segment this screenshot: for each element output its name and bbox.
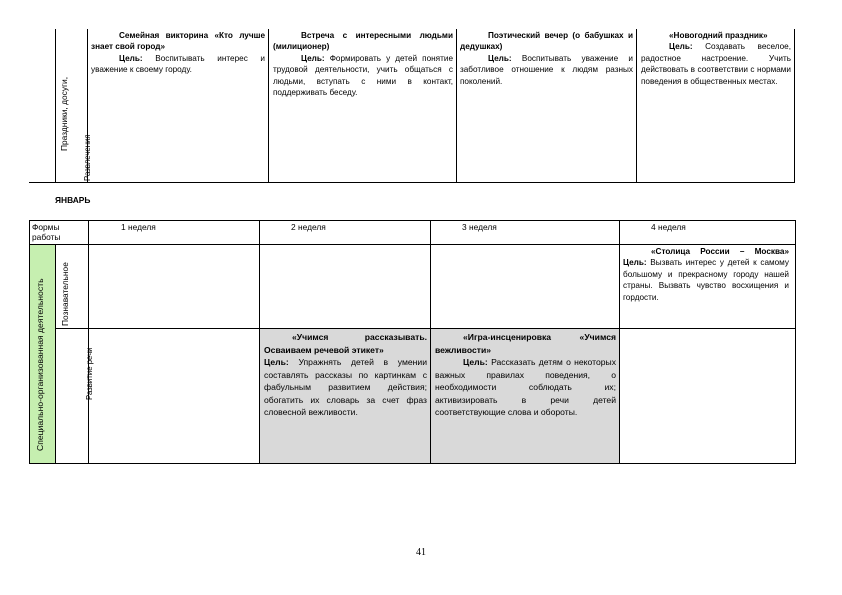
week-3-label: 3 неделя [462, 222, 497, 232]
row2-week-1 [88, 328, 260, 464]
top-cell-4-title: «Новогодний праздник» [669, 31, 768, 40]
top-cell-4-goal-label: Цель: [669, 42, 693, 52]
header-week-4 [619, 220, 796, 245]
row2-week-3-title: «Игра-инсценировка «Учимся вежливости» [435, 332, 616, 355]
top-table-label-outer [29, 29, 56, 183]
header-week-2 [259, 220, 431, 245]
row1-week-4-goal-label: Цель: [623, 258, 647, 268]
top-cell-3-title: Поэтический вечер (о бабушках и дедушках) [460, 31, 633, 52]
top-cell-2-title: Встреча с интересными людьми (милиционер) [273, 31, 453, 52]
row2-week-2-title: «Учимся рассказывать. Осваиваем речевой этикет» [264, 332, 427, 355]
top-cell-1-goal-label: Цель: [119, 53, 143, 63]
top-cell-4-goal: Создавать веселое, радостное настроение. Учить действовать в соответствии с нормами поведения в общественных местах. [641, 42, 791, 86]
top-table [29, 29, 795, 183]
month-title: ЯНВАРЬ [55, 195, 91, 205]
top-cell-2-text [273, 30, 453, 98]
row1-week-4-goal: Вызвать интерес у детей к самому большому и прекрасному городу нашей страны. Вызвать чувство восхищения и гордости. [623, 258, 789, 302]
row1-label: Познавательное [60, 262, 70, 326]
week-4-label: 4 неделя [651, 222, 686, 232]
row1-week-2 [259, 244, 431, 329]
top-cell-4-text [641, 30, 791, 87]
row2-week-4 [619, 328, 796, 464]
top-cell-2-goal-label: Цель: [301, 53, 325, 63]
month-table [29, 220, 796, 464]
header-week-3 [430, 220, 620, 245]
corner-label: Формы работы [32, 222, 61, 242]
top-cell-3-goal: Воспитывать уважение и заботливое отношение к людям разных поколений. [460, 53, 633, 86]
page-number: 41 [416, 547, 426, 558]
row1-week-4-text [623, 246, 789, 303]
row2-week-2-goal: Упражнять детей в умении составлять рассказы по картинкам с фабульным развитием действия; обогатить их словарь за счет фраз словесной вежливости. [264, 357, 427, 417]
row2-week-3-goal-label: Цель: [463, 357, 488, 367]
header-week-1 [88, 220, 260, 245]
entertainment-label: Развлечения [83, 134, 92, 181]
row2-week-3-goal: Рассказать детям о некоторых важных правилах поведения, о необходимости соблюдать их; активизировать в речи детей соответствующие слова и обороты. [435, 357, 616, 417]
row1-week-1 [88, 244, 260, 329]
row1-week-3 [430, 244, 620, 329]
week-2-label: 2 неделя [291, 222, 326, 232]
row2-week-3-text [435, 331, 616, 419]
top-cell-1-text [91, 30, 265, 76]
top-cell-3-text [460, 30, 633, 87]
side-label: Специально-организованная деятельность [35, 278, 45, 451]
row2-week-2-goal-label: Цель: [264, 357, 289, 367]
row2-week-2-text [264, 331, 427, 419]
week-1-label: 1 неделя [121, 222, 156, 232]
top-cell-1-title: Семейная викторина «Кто лучше знает свой город» [91, 31, 265, 52]
top-cell-3-goal-label: Цель: [488, 53, 512, 63]
top-cell-2-goal: Формировать у детей понятие трудовой деятельности, учить общаться с людьми, вступать с ними в контакт, поддерживать беседу. [273, 53, 453, 98]
row2-label-cell [55, 328, 89, 464]
row2-label: Развитие речи [85, 347, 94, 400]
top-cell-1-goal: Воспитывать интерес и уважение к своему городу. [91, 53, 265, 75]
holidays-label: Праздники, досуги, [59, 76, 69, 151]
row1-week-4-title: «Столица России – Москва» [651, 247, 789, 256]
